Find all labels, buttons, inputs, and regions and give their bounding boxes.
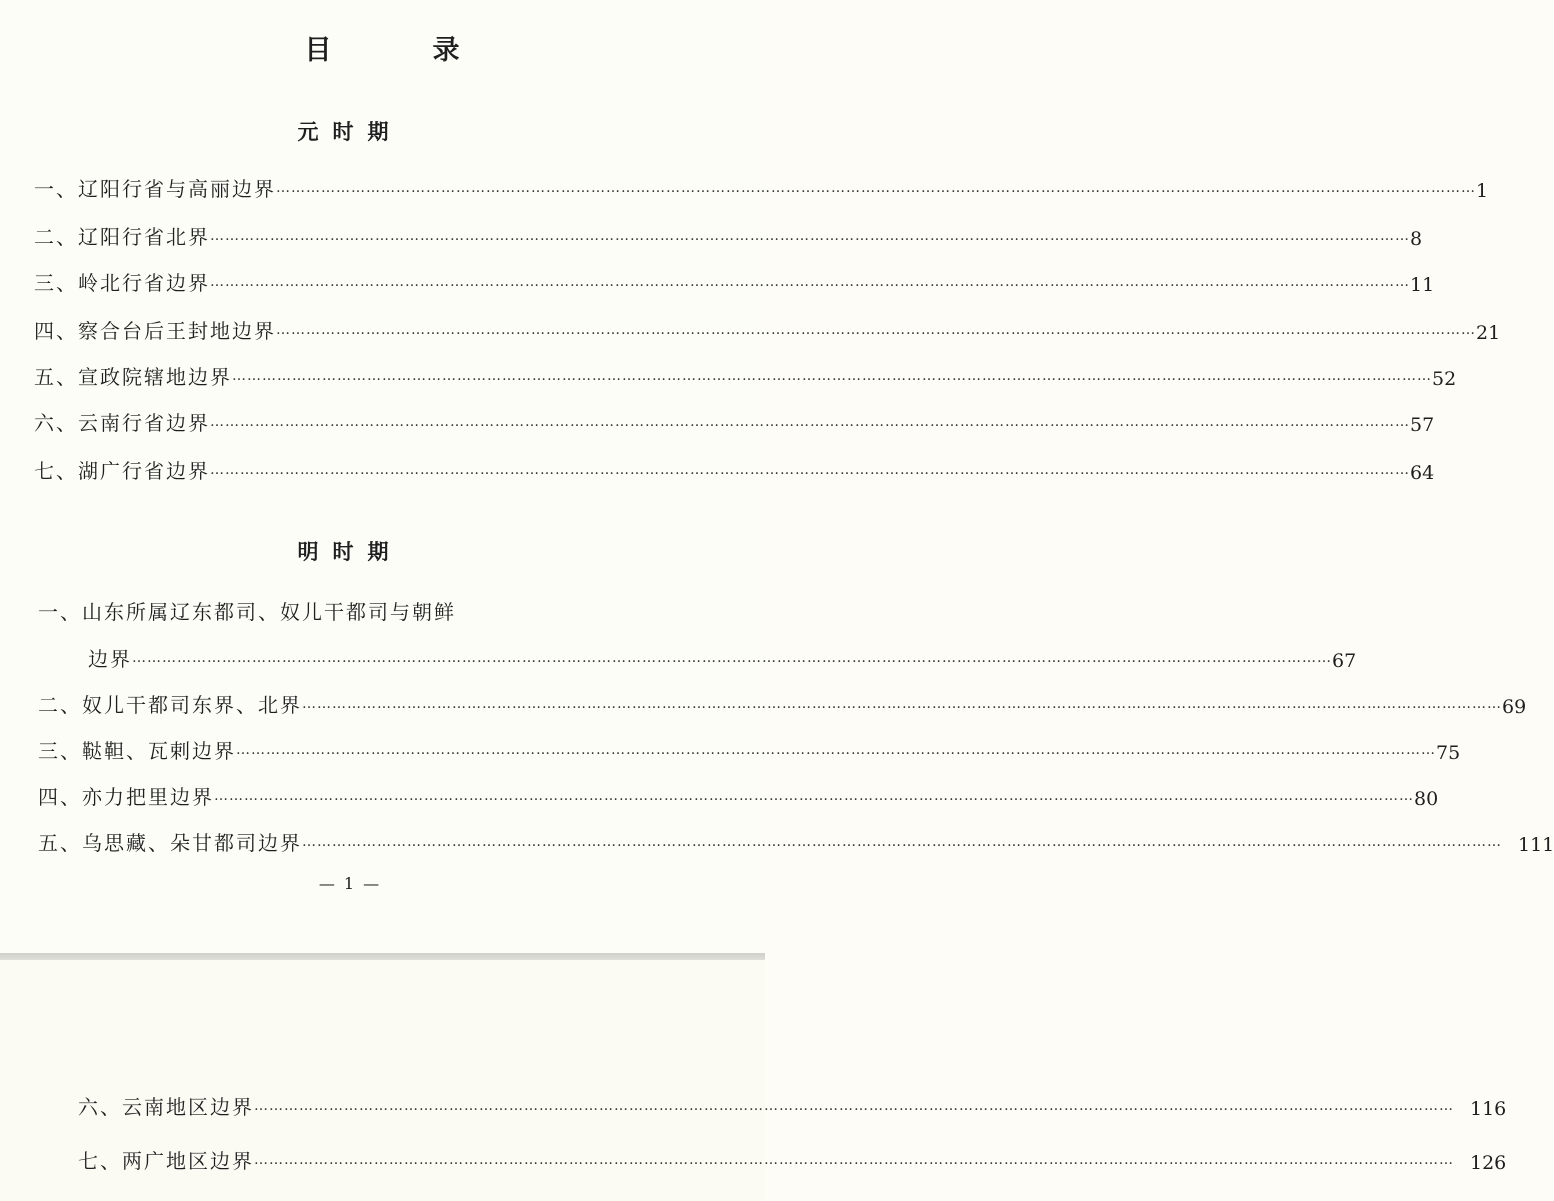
section-heading-yuan: 元时期 — [297, 119, 403, 144]
toc-entry-label: 七、湖广行省边界 — [34, 459, 210, 483]
toc-entry-label: 六、云南行省边界 — [34, 411, 210, 435]
toc-entry[interactable] — [34, 314, 1501, 344]
toc-entry-page: 80 — [1414, 788, 1439, 810]
toc-entry-page: 69 — [1502, 696, 1527, 718]
toc-entry-page: 1 — [1476, 180, 1489, 202]
toc-entry-page: 11 — [1410, 274, 1435, 296]
toc-entry-label: 六、云南地区边界 — [78, 1095, 254, 1119]
leader-dots: …………………………………………………………………………………………………………………………………………………………………………………………………………………… — [276, 322, 1476, 338]
toc-entry-label: 一、山东所属辽东都司、奴儿干都司与朝鲜 — [38, 600, 456, 624]
toc-entry-label: 五、乌思藏、朵甘都司边界 — [38, 831, 302, 855]
toc-entry-continuation[interactable] — [88, 642, 1357, 672]
toc-entry[interactable] — [34, 406, 1435, 436]
toc-entry-page: 116 — [1470, 1098, 1507, 1120]
toc-entry-page: 52 — [1432, 368, 1457, 390]
toc-entry-label: 三、岭北行省边界 — [34, 271, 210, 295]
leader-dots: …………………………………………………………………………………………………………………………………………………………………………………………………………………… — [214, 788, 1414, 804]
leader-dots: …………………………………………………………………………………………………………………………………………………………………………………………………………………… — [210, 462, 1410, 478]
toc-title-char-2: 录 — [432, 35, 461, 66]
toc-entry-page: 111 — [1518, 834, 1554, 856]
leader-dots: …………………………………………………………………………………………………………………………………………………………………………………………………………………… — [210, 414, 1410, 430]
toc-entry-label: 三、鞑靼、瓦剌边界 — [38, 739, 236, 763]
page-two — [0, 960, 1507, 1201]
section-heading-ming: 明时期 — [297, 539, 403, 564]
leader-dots: …………………………………………………………………………………………………………………………………………………………………………………………………………………… — [254, 1152, 1454, 1168]
leader-dots: …………………………………………………………………………………………………………………………………………………………………………………………………………………… — [210, 228, 1410, 244]
toc-entry-page: 8 — [1410, 228, 1423, 250]
leader-dots: …………………………………………………………………………………………………………………………………………………………………………………………………………………… — [254, 1098, 1454, 1114]
toc-entry-label: 五、宣政院辖地边界 — [34, 365, 232, 389]
toc-entry[interactable] — [38, 734, 1461, 764]
leader-dots: …………………………………………………………………………………………………………………………………………………………………………………………………………………… — [210, 274, 1410, 290]
leader-dots: …………………………………………………………………………………………………………………………………………………………………………………………………………………… — [302, 696, 1502, 712]
toc-entry[interactable] — [34, 360, 1457, 390]
toc-entry-label: 四、察合台后王封地边界 — [34, 319, 276, 343]
toc-entry[interactable] — [34, 454, 1435, 484]
toc-entry[interactable] — [38, 688, 1527, 718]
toc-entry-label: 二、辽阳行省北界 — [34, 225, 210, 249]
toc-entry-label: 二、奴儿干都司东界、北界 — [38, 693, 302, 717]
toc-entry-first-line[interactable] — [38, 596, 638, 626]
toc-entry-label: 一、辽阳行省与高丽边界 — [34, 177, 276, 201]
page-number: — 1 — — [318, 874, 382, 893]
toc-entry-page: 21 — [1476, 322, 1501, 344]
toc-entry-label: 四、亦力把里边界 — [38, 785, 214, 809]
leader-dots: …………………………………………………………………………………………………………………………………………………………………………………………………………………… — [236, 742, 1436, 758]
leader-dots: …………………………………………………………………………………………………………………………………………………………………………………………………………………… — [302, 834, 1502, 850]
toc-entry[interactable] — [34, 266, 1435, 296]
toc-entry-page: 57 — [1410, 414, 1435, 436]
toc-entry-page: 126 — [1470, 1152, 1507, 1174]
toc-title-char-1: 目 — [304, 35, 333, 66]
toc-title — [0, 28, 765, 68]
leader-dots: …………………………………………………………………………………………………………………………………………………………………………………………………………………… — [276, 180, 1476, 196]
toc-entry[interactable] — [78, 1144, 1507, 1174]
toc-entry-page: 67 — [1332, 650, 1357, 672]
leader-dots: …………………………………………………………………………………………………………………………………………………………………………………………………………………… — [232, 368, 1432, 384]
toc-entry[interactable] — [34, 172, 1489, 202]
toc-entry[interactable] — [78, 1090, 1507, 1120]
toc-entry-label-cont: 边界 — [88, 647, 132, 671]
toc-entry-page: 64 — [1410, 462, 1435, 484]
leader-dots: …………………………………………………………………………………………………………………………………………………………………………………………………………………… — [132, 650, 1332, 666]
toc-entry-page: 75 — [1436, 742, 1461, 764]
toc-entry-label: 七、两广地区边界 — [78, 1149, 254, 1173]
toc-entry[interactable] — [38, 826, 1554, 856]
toc-entry[interactable] — [34, 220, 1423, 250]
toc-entry[interactable] — [38, 780, 1439, 810]
